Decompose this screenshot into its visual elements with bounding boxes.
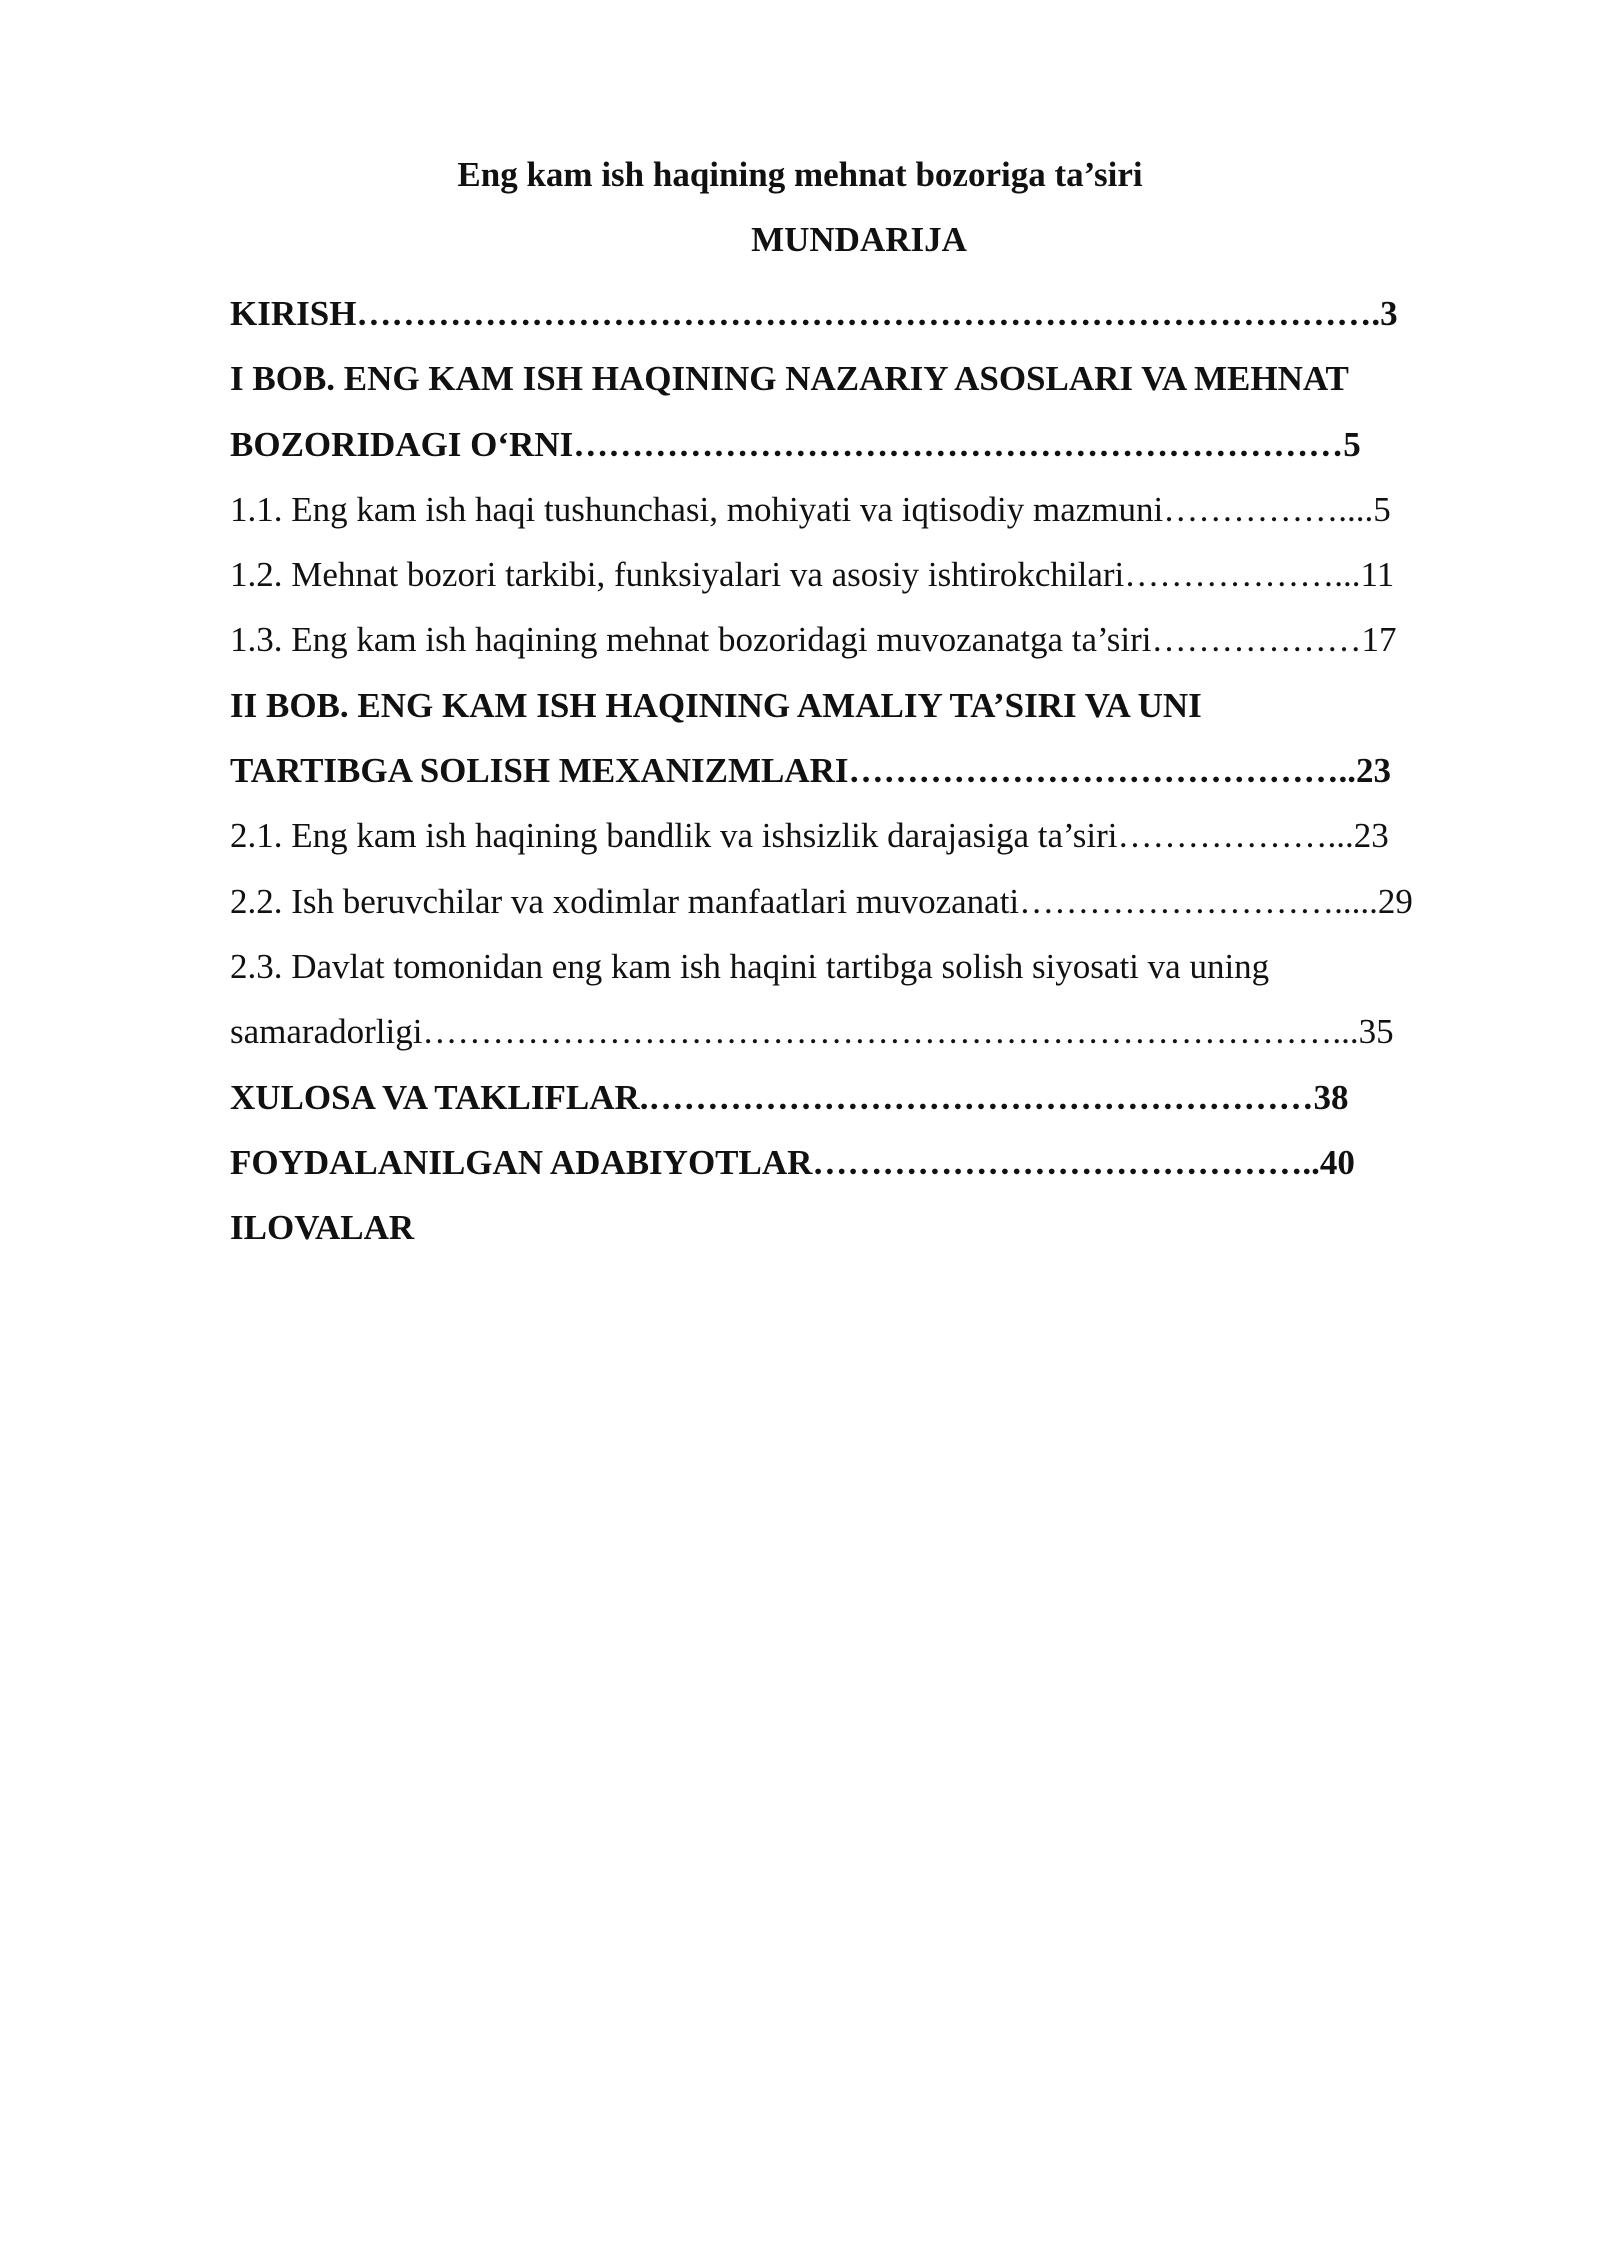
toc-entry-references: FOYDALANILGAN ADABIYOTLAR……………………………………..40 — [230, 1142, 1355, 1182]
toc-entry-section-2-2: 2.2. Ish beruvchilar va xodimlar manfaatlari muvozanati……………………….....29 — [230, 881, 1413, 921]
toc-entry-section-2-3-line-1: 2.3. Davlat tomonidan eng kam ish haqini tartibga solish siyosati va uning — [230, 946, 1270, 986]
toc-entry-section-1-1: 1.1. Eng kam ish haqi tushunchasi, mohiyati va iqtisodiy mazmuni……………....5 — [230, 489, 1391, 529]
toc-entry-kirish: KIRISH…………………………………………………………………………….3 — [230, 294, 1398, 333]
table-of-contents — [230, 281, 1490, 1260]
document-title: Eng kam ish haqining mehnat bozoriga ta’siri — [457, 155, 1143, 194]
toc-entry-section-2-3-line-2: samaradorligi……………………………………………………………………...35 — [230, 1012, 1394, 1052]
toc-entry-appendices: ILOVALAR — [230, 1208, 415, 1248]
toc-entry-conclusion: XULOSA VA TAKLIFLAR.…………………………………………………38 — [230, 1077, 1349, 1117]
toc-entry-chapter-1-line-2: BOZORIDAGI O‘RNI…………………………………………………………5 — [230, 424, 1361, 464]
toc-entry-chapter-1-line-1: I BOB. ENG KAM ISH HAQINING NAZARIY ASOSLARI VA MEHNAT — [230, 359, 1349, 399]
toc-entry-section-2-1: 2.1. Eng kam ish haqining bandlik va ishsizlik darajasiga ta’siri………………...23 — [230, 816, 1389, 856]
toc-heading: MUNDARIJA — [751, 220, 967, 259]
toc-entry-chapter-2-line-2: TARTIBGA SOLISH MEXANIZMLARI……………………………………..23 — [230, 751, 1392, 791]
toc-entry-chapter-2-line-1: II BOB. ENG KAM ISH HAQINING AMALIY TA’SIRI VA UNI — [230, 685, 1202, 725]
toc-entry-section-1-3: 1.3. Eng kam ish haqining mehnat bozoridagi muvozanatga ta’siri………………17 — [230, 620, 1397, 660]
toc-entry-section-1-2: 1.2. Mehnat bozori tarkibi, funksiyalari va asosiy ishtirokchilari………………...11 — [230, 555, 1395, 595]
